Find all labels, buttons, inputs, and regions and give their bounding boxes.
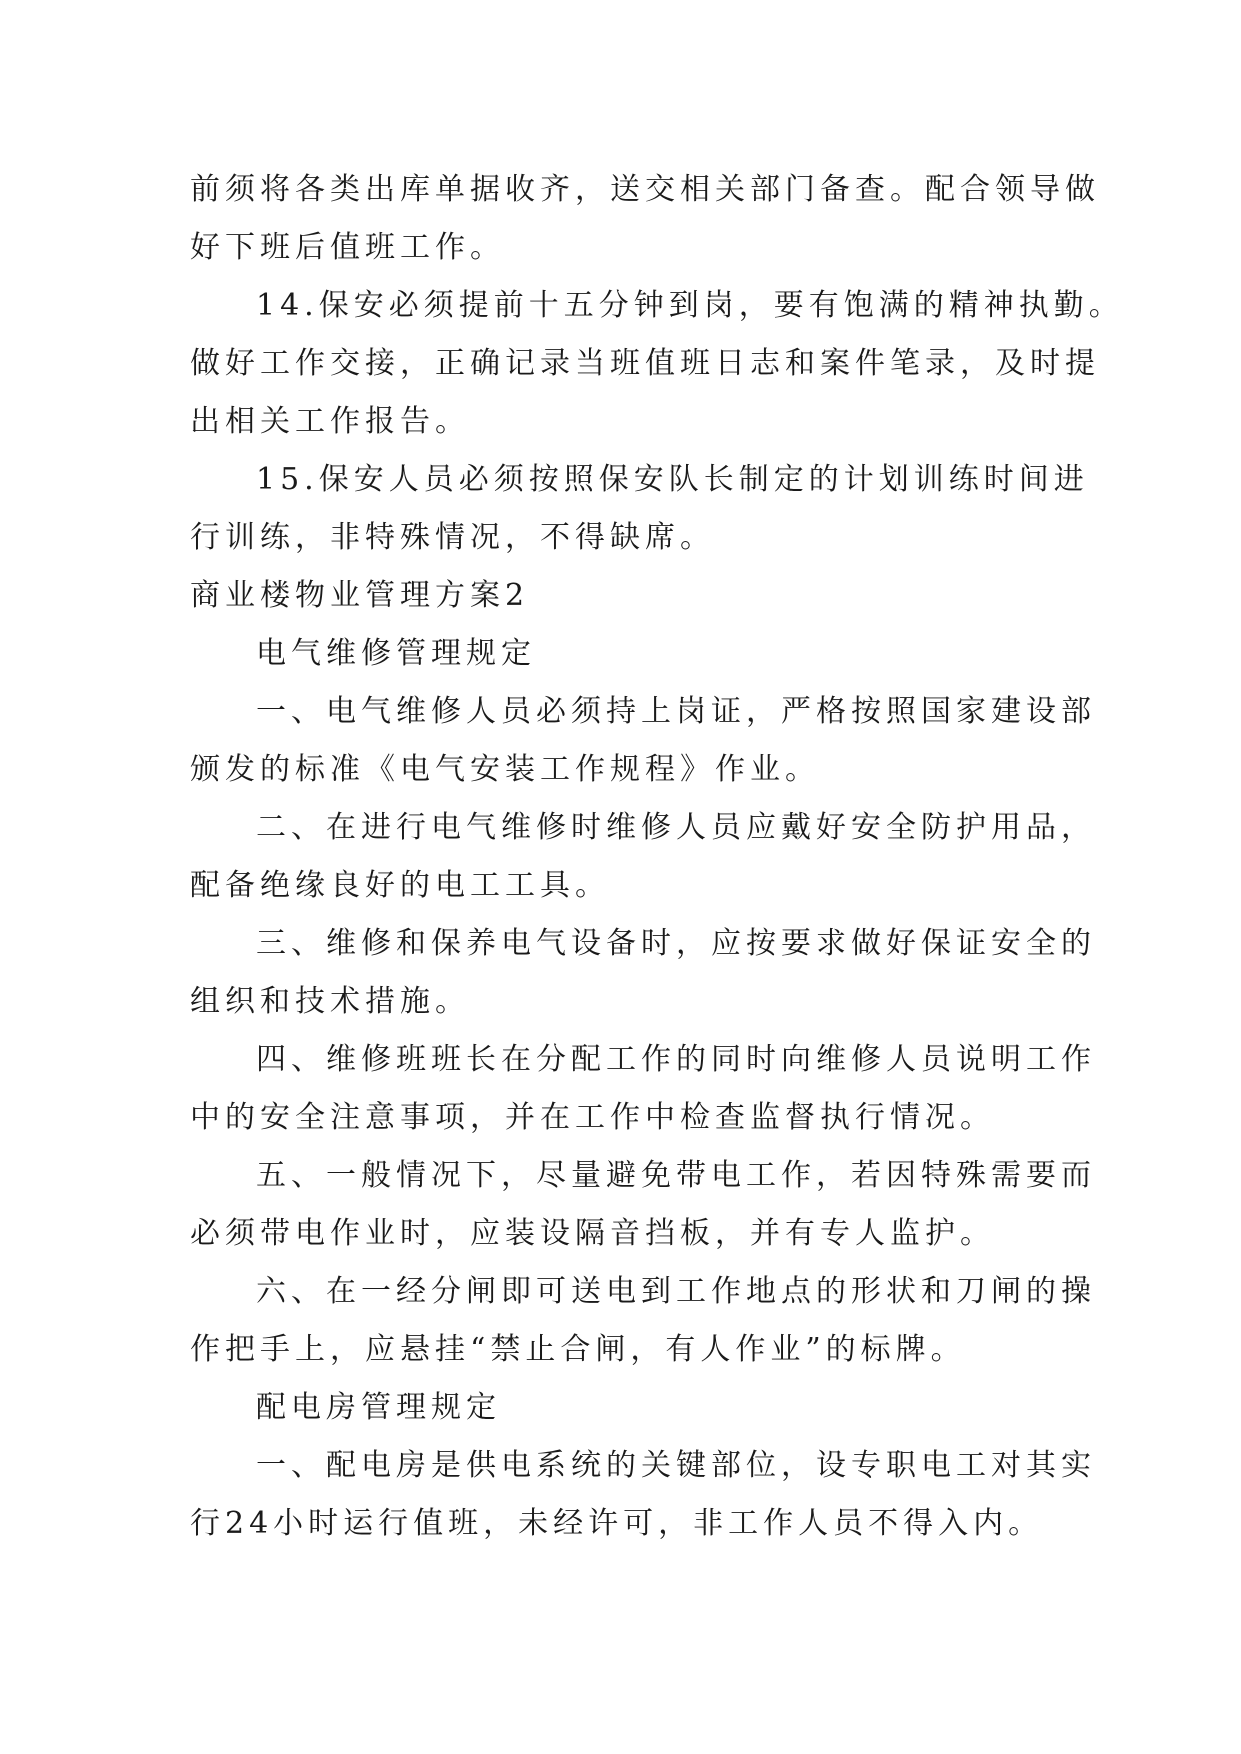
section-title: 商业楼物业管理方案2 <box>190 578 530 613</box>
text-line: 出相关工作报告。 <box>190 404 470 439</box>
document-body <box>190 161 1124 1553</box>
text-line: 组织和技术措施。 <box>190 984 470 1019</box>
text-line: 配备绝缘良好的电工工具。 <box>190 868 610 903</box>
text-line: 作把手上，应悬挂“禁止合闸，有人作业”的标牌。 <box>190 1332 966 1367</box>
text-line: 15.保安人员必须按照保安队长制定的计划训练时间进 <box>256 462 1089 497</box>
text-line: 前须将各类出库单据收齐，送交相关部门备查。配合领导做 <box>190 172 1100 207</box>
subsection-heading: 电气维修管理规定 <box>256 636 536 671</box>
text-line: 行训练，非特殊情况，不得缺席。 <box>190 520 715 555</box>
text-line: 二、在进行电气维修时维修人员应戴好安全防护用品， <box>256 810 1096 845</box>
text-line: 五、一般情况下，尽量避免带电工作，若因特殊需要而 <box>256 1158 1096 1193</box>
text-line: 好下班后值班工作。 <box>190 230 505 265</box>
text-line: 中的安全注意事项，并在工作中检查监督执行情况。 <box>190 1100 995 1135</box>
text-line: 一、电气维修人员必须持上岗证，严格按照国家建设部 <box>256 694 1096 729</box>
text-line: 行24小时运行值班，未经许可，非工作人员不得入内。 <box>190 1506 1044 1541</box>
text-line: 一、配电房是供电系统的关键部位，设专职电工对其实 <box>256 1448 1096 1483</box>
subsection-heading: 配电房管理规定 <box>256 1390 501 1425</box>
text-line: 必须带电作业时，应装设隔音挡板，并有专人监护。 <box>190 1216 995 1251</box>
text-line: 四、维修班班长在分配工作的同时向维修人员说明工作 <box>256 1042 1096 1077</box>
text-line: 颁发的标准《电气安装工作规程》作业。 <box>190 752 820 787</box>
text-line: 三、维修和保养电气设备时，应按要求做好保证安全的 <box>256 926 1096 961</box>
text-line: 做好工作交接，正确记录当班值班日志和案件笔录，及时提 <box>190 346 1100 381</box>
text-line: 14.保安必须提前十五分钟到岗，要有饱满的精神执勤。 <box>256 288 1124 323</box>
text-line: 六、在一经分闸即可送电到工作地点的形状和刀闸的操 <box>256 1274 1096 1309</box>
